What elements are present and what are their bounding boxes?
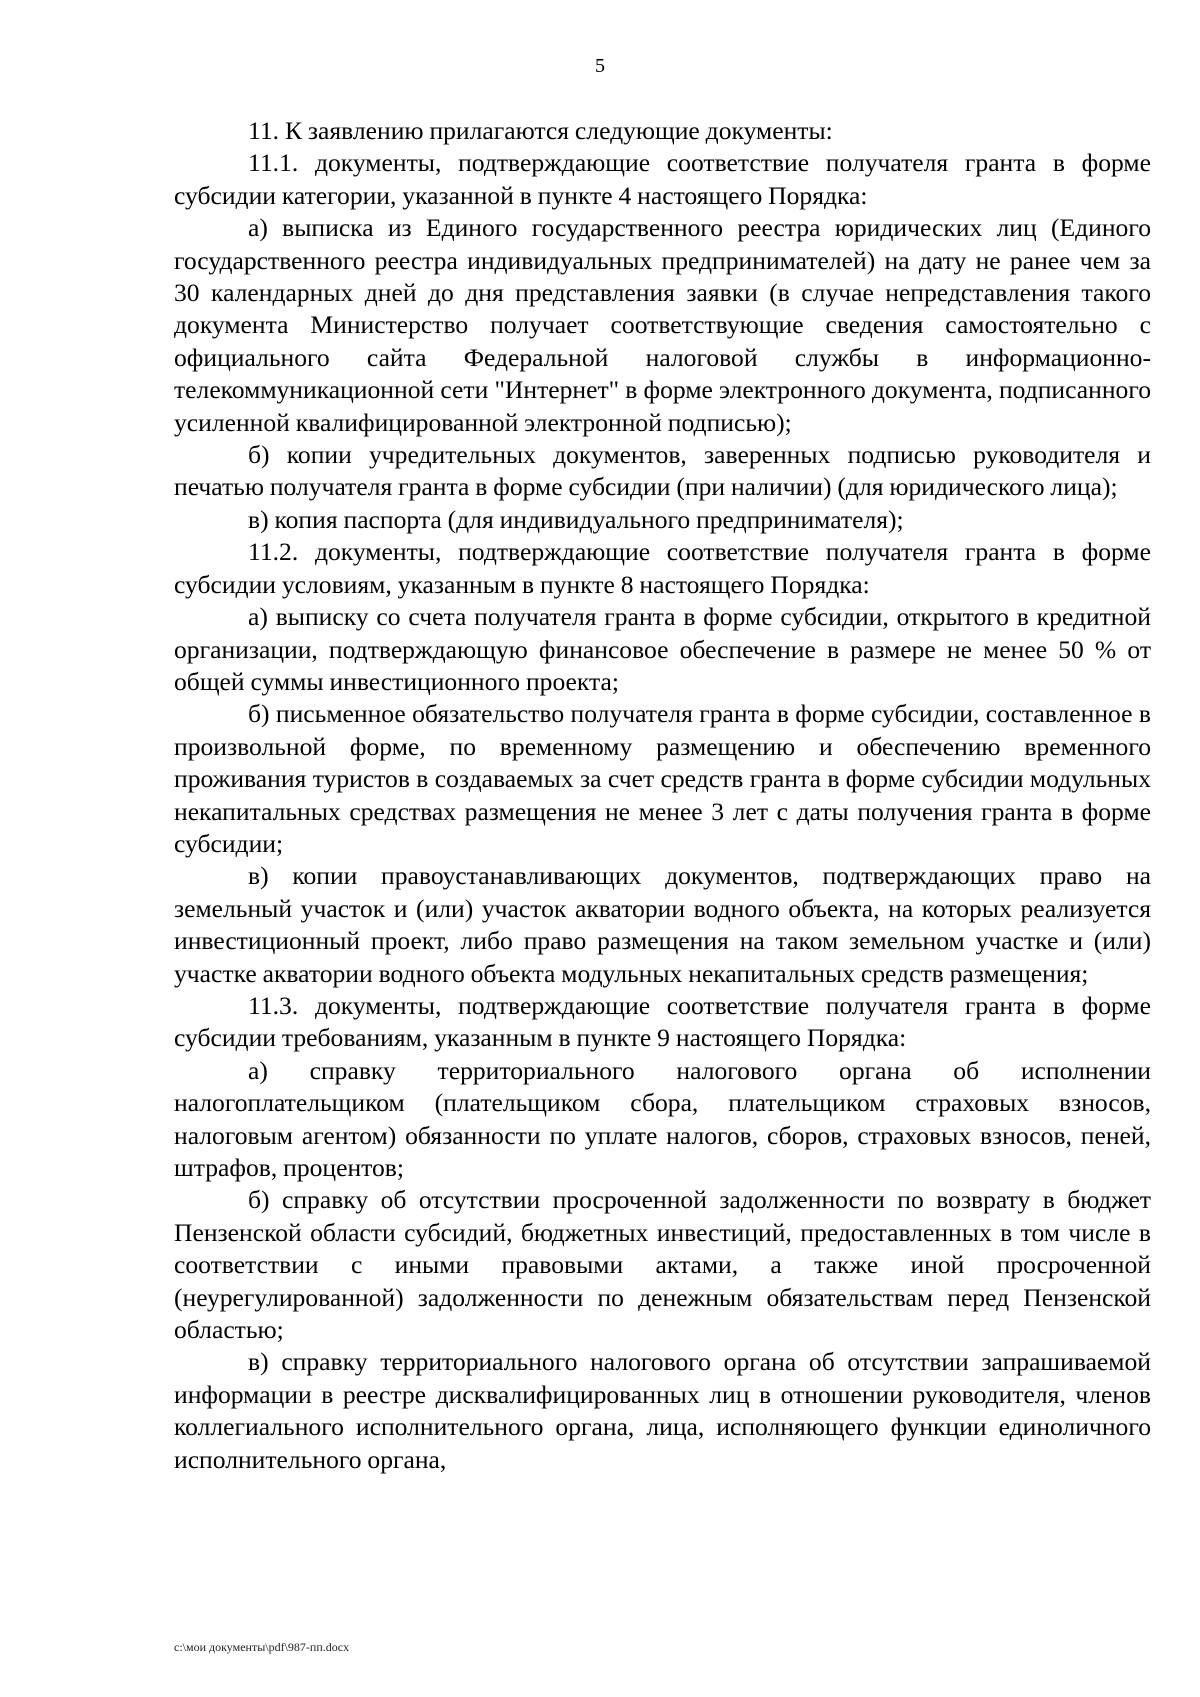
paragraph-11-2-b: б) письменное обязательство получателя гранта в форме субсидии, составленное в произвольной форме, по временному размещению и обеспечению временного проживания туристов в создаваемых за счет средств гранта в форме субсидии модульных некапитальных средствах размещения не менее 3 лет с даты получения гранта в форме субсидии;: [174, 699, 1151, 858]
paragraph-11-1: 11.1. документы, подтверждающие соответствие получателя гранта в форме субсидии категории, указанной в пункте 4 настоящего Порядка:: [174, 148, 1151, 210]
paragraph-11-2-a: а) выписку со счета получателя гранта в форме субсидии, открытого в кредитной организации, подтверждающую финансовое обеспечение в размере не менее 50 % от общей суммы инвестиционного проекта;: [174, 602, 1151, 696]
paragraph-11: 11. К заявлению прилагаются следующие документы:: [248, 116, 833, 145]
paragraph-11-2-v: в) копии правоустанавливающих документов, подтверждающих право на земельный участок и (или) участок акватории водного объекта, на которых реализуется инвестиционный проект, либо право размещения на таком земельном участке и (или) участке акватории водного объекта модульных некапитальных средств размещения;: [174, 861, 1151, 988]
paragraph-11-3-a: а) справку территориального налогового органа об исполнении налогоплательщиком (плательщиком сбора, плательщиком страховых взносов, налоговым агентом) обязанности по уплате налогов, сборов, страховых взносов, пеней, штрафов, процентов;: [174, 1055, 1151, 1182]
footer-file-path: c:\мои документы\pdf\987-пп.docx: [174, 1640, 350, 1654]
paragraph-11-3-v: в) справку территориального налогового органа об отсутствии запрашиваемой информации в реестре дисквалифицированных лиц в отношении руководителя, членов коллегиального исполнительного органа, лица, исполняющего функции единоличного исполнительного органа,: [174, 1347, 1151, 1474]
paragraph-11-3-b: б) справку об отсутствии просроченной задолженности по возврату в бюджет Пензенской области субсидий, бюджетных инвестиций, предоставленных в том числе в соответствии с иными правовыми актами, а также иной просроченной (неурегулированной) задолженности по денежным обязательствам перед Пензенской областью;: [174, 1185, 1151, 1345]
paragraph-11-3: 11.3. документы, подтверждающие соответствие получателя гранта в форме субсидии требованиям, указанным в пункте 9 настоящего Порядка:: [174, 990, 1151, 1053]
paragraph-11-2: 11.2. документы, подтверждающие соответствие получателя гранта в форме субсидии условиям, указанным в пункте 8 настоящего Порядка:: [174, 537, 1151, 599]
paragraph-11-1-v: в) копия паспорта (для индивидуального предпринимателя);: [248, 504, 904, 534]
paragraph-11-1-a: а) выписка из Единого государственного реестра юридических лиц (Единого государственного реестра индивидуальных предпринимателей) на дату не ранее чем за 30 календарных дней до дня представления заявки (в случае непредставления такого документа Министерство получает соответствующие сведения самостоятельно с официального сайта Федеральной налоговой службы в информационно-телекоммуникационной сети "Интернет" в форме электронного документа, подписанного усиленной квалифицированной электронной подписью);: [174, 213, 1151, 437]
page-number: 5: [595, 55, 605, 77]
document-body: [174, 115, 1151, 1476]
paragraph-11-1-b: б) копии учредительных документов, заверенных подписью руководителя и печатью получателя гранта в форме субсидии (при наличии) (для юридического лица);: [174, 440, 1151, 502]
